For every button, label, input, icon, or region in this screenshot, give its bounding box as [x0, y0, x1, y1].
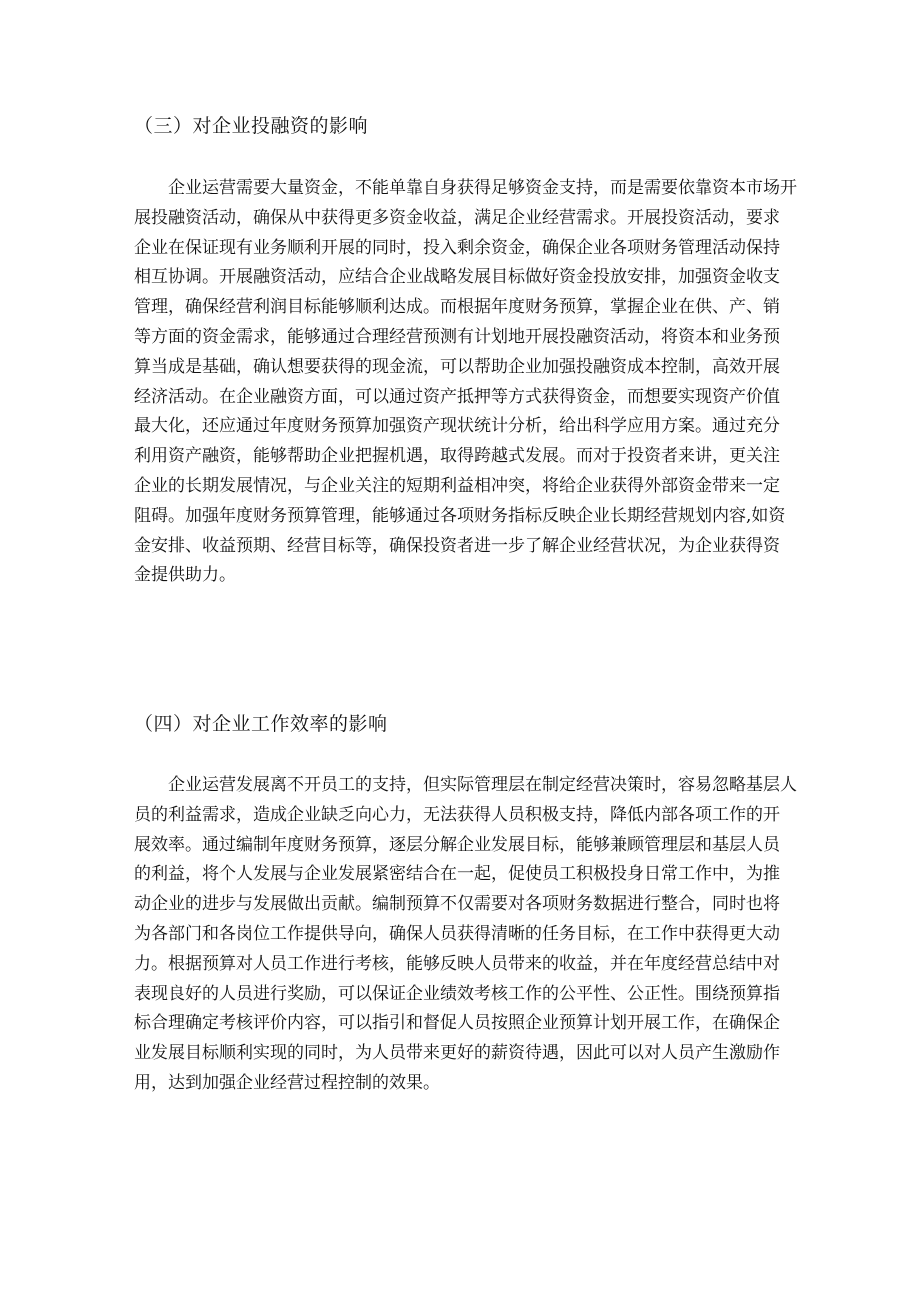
paragraph-line: 企业运营需要大量资金，不能单靠自身获得足够资金支持，而是需要依靠资本市场开 — [168, 178, 797, 198]
paragraph-line: 力。根据预算对人员工作进行考核，能够反映人员带来的收益，并在年度经营总结中对 — [134, 953, 780, 974]
paragraph-line: 等方面的资金需求，能够通过合理经营预测有计划地开展投融资活动，将资本和业务预 — [134, 326, 780, 347]
paragraph-line: 企业在保证现有业务顺利开展的同时，投入剩余资金，确保企业各项财务管理活动保持 — [134, 237, 780, 258]
paragraph-line: 阻碍。加强年度财务预算管理，能够通过各项财务指标反映企业长期经营规划内容,如资 — [134, 505, 786, 526]
paragraph-line: 展效率。通过编制年度财务预算，逐层分解企业发展目标，能够兼顾管理层和基层人员 — [134, 834, 780, 855]
section-paragraph-work-efficiency — [134, 771, 797, 1099]
paragraph-line: 动企业的进步与发展做出贡献。编制预算不仅需要对各项财务数据进行整合，同时也将 — [134, 894, 780, 915]
paragraph-line: 相互协调。开展融资活动，应结合企业战略发展目标做好资金投放安排，加强资金收支 — [134, 267, 780, 288]
paragraph-line: 企业运营发展离不开员工的支持，但实际管理层在制定经营决策时，容易忽略基层人 — [168, 775, 797, 795]
paragraph-line: 展投融资活动，确保从中获得更多资金收益，满足企业经营需求。开展投资活动，要求 — [134, 207, 780, 228]
paragraph-line: 用，达到加强企业经营过程控制的效果。 — [134, 1072, 440, 1093]
paragraph-line: 员的利益需求，造成企业缺乏向心力，无法获得人员积极支持，降低内部各项工作的开 — [134, 804, 780, 825]
paragraph-line: 企业的长期发展情况，与企业关注的短期利益相冲突，将给企业获得外部资金带来一定 — [134, 475, 780, 496]
paragraph-line: 算当成是基础，确认想要获得的现金流，可以帮助企业加强投融资成本控制，高效开展 — [134, 356, 780, 377]
paragraph-line: 为各部门和各岗位工作提供导向，确保人员获得清晰的任务目标，在工作中获得更大动 — [134, 923, 780, 944]
paragraph-line: 管理，确保经营利润目标能够顺利达成。而根据年度财务预算，掌握企业在供、产、销 — [134, 297, 780, 318]
paragraph-line: 标合理确定考核评价内容，可以指引和督促人员按照企业预算计划开展工作，在确保企 — [134, 1013, 780, 1034]
paragraph-line: 金提供助力。 — [134, 565, 236, 586]
section-paragraph-investment-financing — [134, 174, 797, 591]
section-heading-work-efficiency: （四）对企业工作效率的影响 — [134, 713, 388, 735]
section-heading-investment-financing: （三）对企业投融资的影响 — [134, 115, 369, 137]
paragraph-line: 业发展目标顺利实现的同时，为人员带来更好的薪资待遇，因此可以对人员产生激励作 — [134, 1043, 780, 1064]
paragraph-line: 表现良好的人员进行奖励，可以保证企业绩效考核工作的公平性、公正性。围绕预算指 — [134, 983, 780, 1004]
paragraph-line: 的利益，将个人发展与企业发展紧密结合在一起，促使员工积极投身日常工作中，为推 — [134, 864, 780, 885]
paragraph-line: 金安排、收益预期、经营目标等，确保投资者进一步了解企业经营状况，为企业获得资 — [134, 535, 780, 556]
paragraph-line: 经济活动。在企业融资方面，可以通过资产抵押等方式获得资金，而想要实现资产价值 — [134, 386, 780, 407]
paragraph-line: 利用资产融资，能够帮助企业把握机遇，取得跨越式发展。而对于投资者来讲，更关注 — [134, 446, 780, 467]
paragraph-line: 最大化，还应通过年度财务预算加强资产现状统计分析，给出科学应用方案。通过充分 — [134, 416, 780, 437]
